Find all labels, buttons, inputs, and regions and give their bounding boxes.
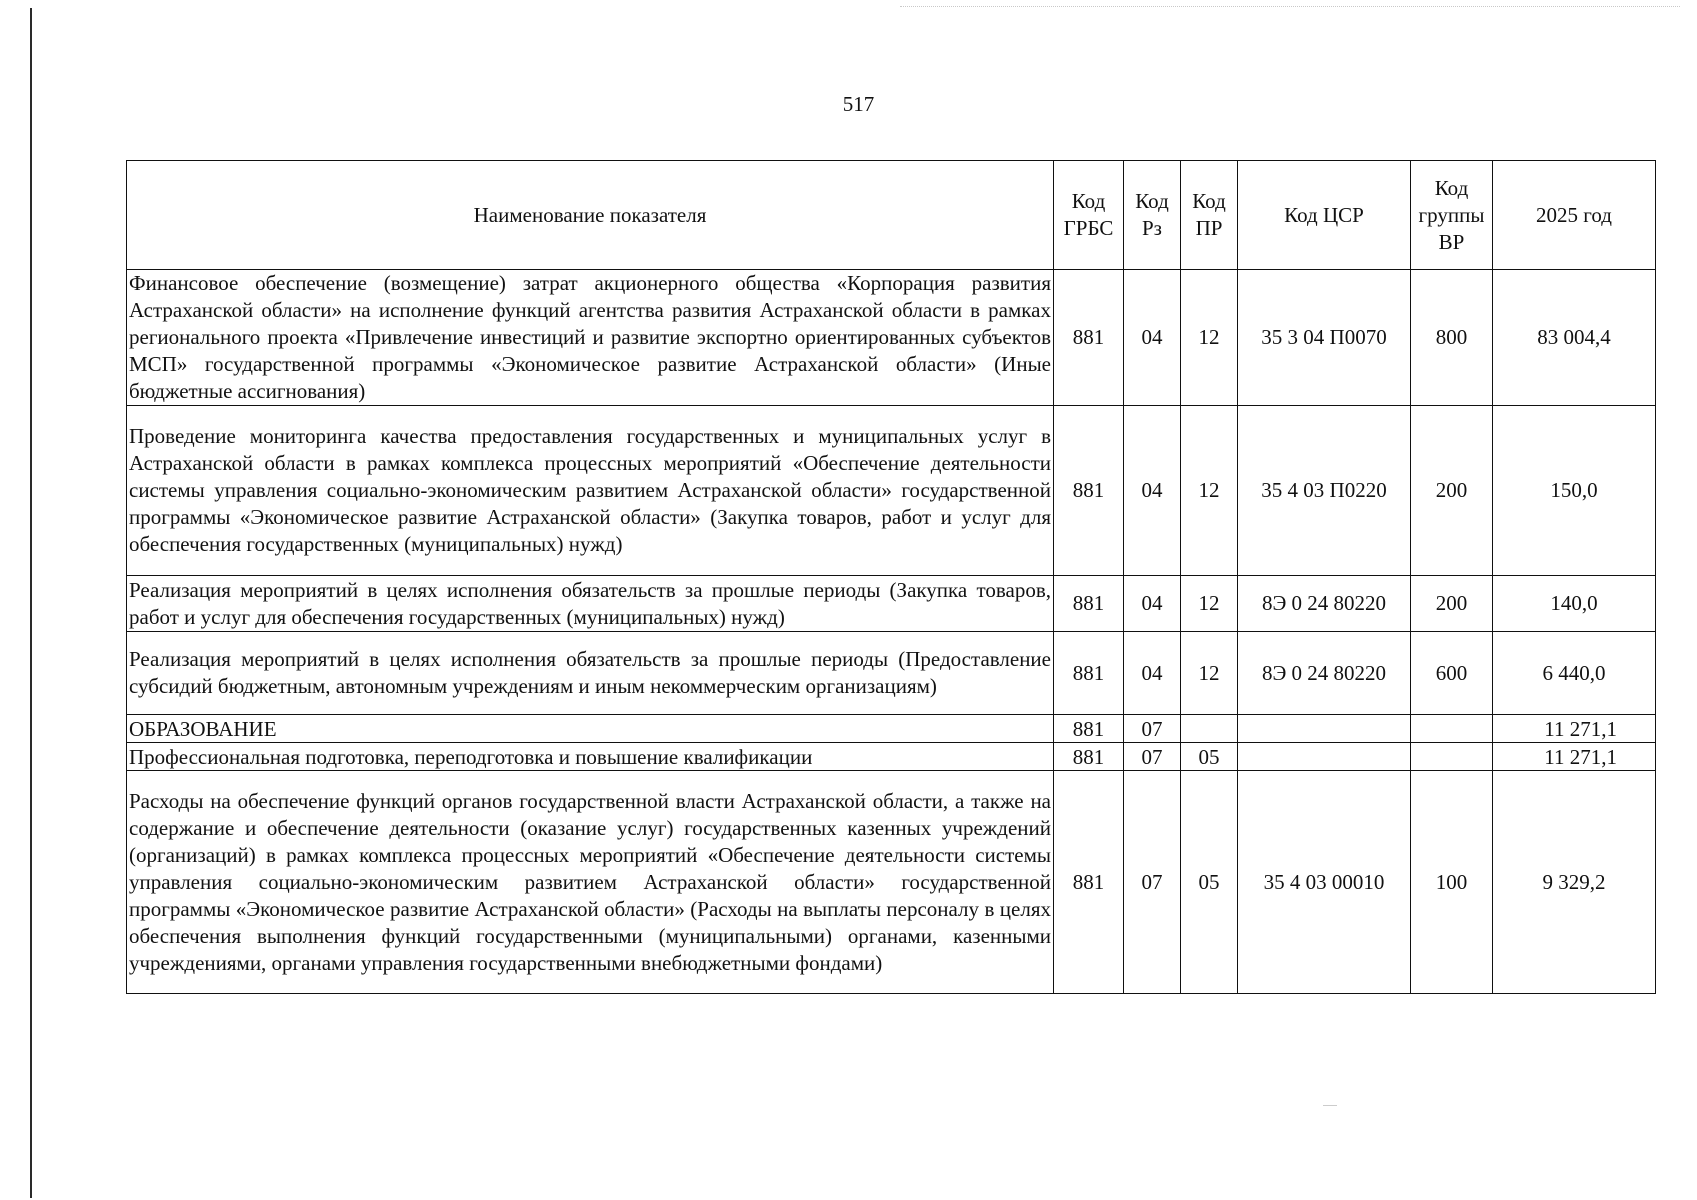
row-csr: 35 3 04 П0070 bbox=[1238, 270, 1411, 406]
page-number: 517 bbox=[842, 92, 875, 116]
row-grbs: 881 bbox=[1054, 715, 1124, 743]
row-amount: 6 440,0 bbox=[1493, 632, 1656, 715]
row-rz: 04 bbox=[1124, 576, 1181, 632]
row-rz: 07 bbox=[1124, 771, 1181, 994]
row-pr: 12 bbox=[1181, 406, 1238, 576]
row-rz: 07 bbox=[1124, 743, 1181, 771]
row-csr: 35 4 03 00010 bbox=[1238, 771, 1411, 994]
header-grbs: Код ГРБС bbox=[1054, 161, 1124, 270]
header-year: 2025 год bbox=[1493, 161, 1656, 270]
row-pr: 12 bbox=[1181, 576, 1238, 632]
table-row bbox=[127, 771, 1656, 994]
row-csr: 8Э 0 24 80220 bbox=[1238, 576, 1411, 632]
row-vr: 600 bbox=[1411, 632, 1493, 715]
row-name: Расходы на обеспечение функций органов государственной власти Астраханской области, а также на содержание и обеспечение деятельности (оказание услуг) государственных казенных учреждений (организаций) в рамках комплекса процессных мероприятий «Обеспечение деятельности системы управления социально-экономическим развитием Астраханской области» государственной программы «Экономическое развитие Астраханской области» (Расходы на выплаты персоналу в целях обеспечения выполнения функций государственными (муниципальными) органами, казенными учреждениями, органами управления государственными внебюджетными фондами) bbox=[127, 771, 1054, 994]
row-pr: 05 bbox=[1181, 743, 1238, 771]
table-row bbox=[127, 743, 1656, 771]
row-rz: 04 bbox=[1124, 406, 1181, 576]
header-pr: Код ПР bbox=[1181, 161, 1238, 270]
table-row bbox=[127, 406, 1656, 576]
row-grbs: 881 bbox=[1054, 632, 1124, 715]
header-vr: Код группы ВР bbox=[1411, 161, 1493, 270]
scan-edge-line bbox=[30, 8, 32, 1198]
row-pr: 05 bbox=[1181, 771, 1238, 994]
table-row bbox=[127, 715, 1656, 743]
row-rz: 04 bbox=[1124, 632, 1181, 715]
row-vr bbox=[1411, 743, 1493, 771]
budget-table bbox=[126, 160, 1656, 994]
row-csr: 35 4 03 П0220 bbox=[1238, 406, 1411, 576]
row-name: Реализация мероприятий в целях исполнения обязательств за прошлые периоды (Предоставление субсидий бюджетным, автономным учреждениям и иным некоммерческим организациям) bbox=[127, 632, 1054, 715]
header-row bbox=[127, 161, 1656, 270]
row-vr: 800 bbox=[1411, 270, 1493, 406]
row-grbs: 881 bbox=[1054, 743, 1124, 771]
header-csr: Код ЦСР bbox=[1238, 161, 1411, 270]
row-name: Реализация мероприятий в целях исполнения обязательств за прошлые периоды (Закупка товаров, работ и услуг для обеспечения государственных (муниципальных) нужд) bbox=[127, 576, 1054, 632]
table-row bbox=[127, 576, 1656, 632]
row-vr: 200 bbox=[1411, 406, 1493, 576]
row-csr: 8Э 0 24 80220 bbox=[1238, 632, 1411, 715]
row-name: Проведение мониторинга качества предоставления государственных и муниципальных услуг в Астраханской области в рамках комплекса процессных мероприятий «Обеспечение деятельности системы управления социально-экономическим развитием Астраханской области» государственной программы «Экономическое развитие Астраханской области» (Закупка товаров, работ и услуг для обеспечения государственных (муниципальных) нужд) bbox=[127, 406, 1054, 576]
row-grbs: 881 bbox=[1054, 576, 1124, 632]
row-vr: 200 bbox=[1411, 576, 1493, 632]
scan-dotted-line bbox=[900, 6, 1680, 7]
table-row bbox=[127, 632, 1656, 715]
row-rz: 04 bbox=[1124, 270, 1181, 406]
row-vr bbox=[1411, 715, 1493, 743]
row-amount: 11 271,1 bbox=[1493, 743, 1656, 771]
row-name: Финансовое обеспечение (возмещение) затрат акционерного общества «Корпорация развития Астраханской области» на исполнение функций агентства развития Астраханской области в рамках регионального проекта «Привлечение инвестиций и развитие экспортно ориентированных субъектов МСП» государственной программы «Экономическое развитие Астраханской области» (Иные бюджетные ассигнования) bbox=[127, 270, 1054, 406]
row-pr: 12 bbox=[1181, 270, 1238, 406]
row-amount: 11 271,1 bbox=[1493, 715, 1656, 743]
row-csr bbox=[1238, 715, 1411, 743]
row-pr: 12 bbox=[1181, 632, 1238, 715]
row-grbs: 881 bbox=[1054, 270, 1124, 406]
row-grbs: 881 bbox=[1054, 771, 1124, 994]
row-pr bbox=[1181, 715, 1238, 743]
table-row bbox=[127, 270, 1656, 406]
header-rz: Код Рз bbox=[1124, 161, 1181, 270]
row-name: Профессиональная подготовка, переподготовка и повышение квалификации bbox=[127, 743, 1054, 771]
row-grbs: 881 bbox=[1054, 406, 1124, 576]
row-amount: 140,0 bbox=[1493, 576, 1656, 632]
row-name: ОБРАЗОВАНИЕ bbox=[127, 715, 1054, 743]
header-name: Наименование показателя bbox=[127, 161, 1054, 270]
row-csr bbox=[1238, 743, 1411, 771]
row-vr: 100 bbox=[1411, 771, 1493, 994]
row-amount: 83 004,4 bbox=[1493, 270, 1656, 406]
row-amount: 150,0 bbox=[1493, 406, 1656, 576]
scan-mark bbox=[1323, 1105, 1337, 1106]
row-amount: 9 329,2 bbox=[1493, 771, 1656, 994]
row-rz: 07 bbox=[1124, 715, 1181, 743]
